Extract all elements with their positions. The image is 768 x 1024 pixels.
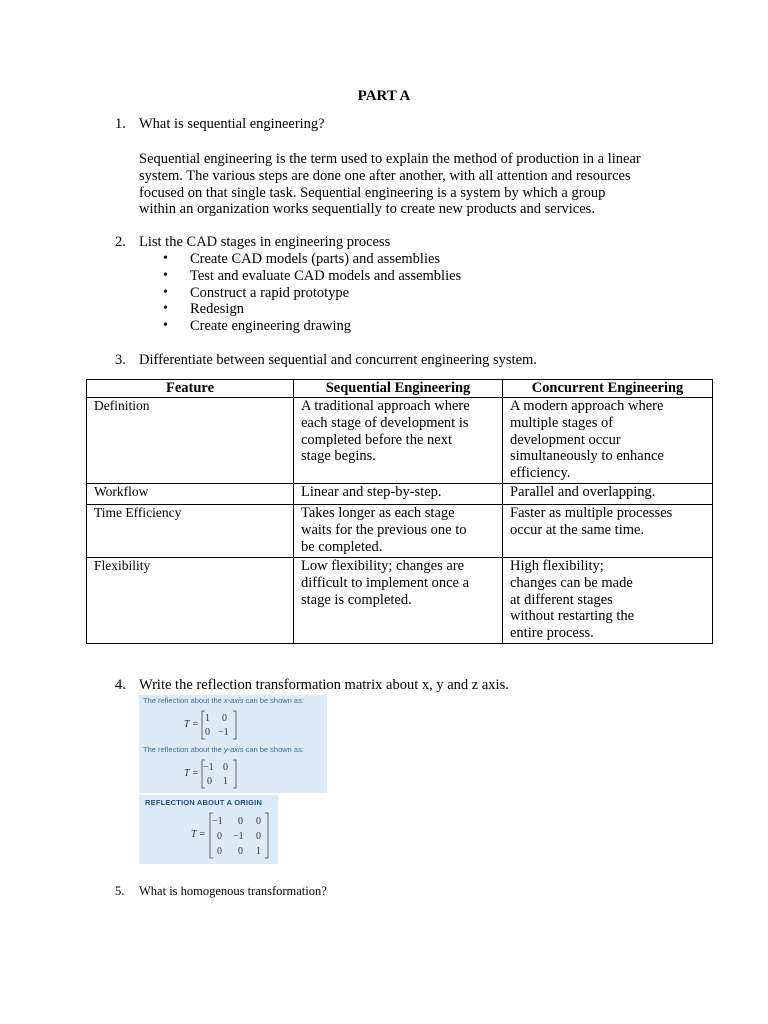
y-axis-caption: The reflection about the y-axis can be shown as: [143, 745, 304, 754]
matrix-entry: −1 [212, 816, 223, 827]
cell-line: each stage of development is [301, 414, 469, 431]
question-2-text: List the CAD stages in engineering process [139, 234, 391, 250]
question-3-number: 3. [115, 352, 126, 368]
list-item: • Construct a rapid prototype [163, 285, 461, 302]
cell-line: simultaneously to enhance [510, 448, 664, 465]
matrix-label: T = [184, 719, 199, 730]
x-axis-caption: The reflection about the x-axis can be shown as: [143, 696, 304, 705]
matrix-entry: 0 [217, 846, 222, 857]
cell-line: Low flexibility; changes are [301, 558, 465, 574]
matrix-entry: 1 [205, 713, 210, 724]
x-axis-matrix [201, 710, 241, 740]
table-cell-sequential [294, 398, 503, 484]
y-axis-matrix [201, 759, 241, 789]
cell-line: stage begins. [301, 448, 376, 465]
matrix-entry: 0 [238, 816, 243, 827]
table-row [87, 484, 713, 505]
table-header-row [87, 380, 713, 398]
table-cell-feature: Definition [87, 398, 294, 484]
matrix-entry: −1 [233, 831, 244, 842]
cell-line: Parallel and overlapping. [510, 484, 656, 500]
matrix-entry: 0 [238, 846, 243, 857]
cell-line: development occur [510, 431, 621, 448]
cell-line: entire process. [510, 625, 594, 642]
table-row [87, 505, 713, 558]
matrix-entry: −1 [218, 727, 229, 738]
table-cell-sequential [294, 505, 503, 558]
origin-matrix [209, 812, 271, 860]
question-5-text: What is homogenous transformation? [139, 884, 327, 898]
matrix-entry: −1 [203, 762, 214, 773]
matrix-entry: 1 [223, 776, 228, 787]
table-header-cell: Feature [87, 380, 294, 398]
matrix-entry: 0 [223, 762, 228, 773]
cell-line: at different stages [510, 591, 613, 608]
cell-line: waits for the previous one to [301, 521, 467, 538]
question-1-number: 1. [115, 116, 126, 132]
matrix-entry: 0 [256, 831, 261, 842]
reflection-origin-matrix-image [139, 795, 278, 864]
page-heading: PART A [357, 88, 411, 104]
question-1-text: What is sequential engineering? [139, 116, 325, 132]
cell-line: completed before the next [301, 431, 452, 448]
matrix-label: T = [191, 829, 206, 840]
matrix-entry: 0 [207, 776, 212, 787]
matrix-entry: 0 [256, 816, 261, 827]
cell-line: Faster as multiple processes [510, 505, 673, 521]
question-4-number: 4. [115, 677, 126, 693]
matrix-entry: 0 [222, 713, 227, 724]
table-row [87, 398, 713, 484]
cell-line: multiple stages of [510, 414, 614, 431]
answer-1-line: focused on that single task. Sequential engineering is a system by which a group [139, 184, 606, 201]
cell-line: Linear and step-by-step. [301, 484, 442, 500]
origin-caption: REFLECTION ABOUT A ORIGIN [145, 798, 263, 807]
cell-line: difficult to implement once a [301, 574, 470, 591]
table-cell-sequential [294, 558, 503, 644]
list-item: • Redesign [163, 301, 461, 318]
cell-line: A modern approach where [510, 398, 664, 414]
cell-line: Takes longer as each stage [301, 505, 455, 521]
cell-line: changes can be made [510, 574, 633, 591]
question-5-number: 5. [115, 884, 125, 898]
table-cell-concurrent [503, 398, 713, 484]
table-row [87, 558, 713, 644]
cell-line: stage is completed. [301, 591, 412, 608]
matrix-entry: 0 [205, 727, 210, 738]
table-header-cell: Sequential Engineering [294, 380, 503, 398]
table-cell-feature: Time Efficiency [87, 505, 294, 558]
cell-line: occur at the same time. [510, 521, 645, 538]
matrix-entry: 1 [256, 846, 261, 857]
table-cell-feature: Workflow [87, 484, 294, 505]
table-cell-sequential [294, 484, 503, 505]
cell-line: High flexibility; [510, 558, 604, 574]
cell-line: A traditional approach where [301, 398, 470, 414]
cell-line: efficiency. [510, 465, 571, 482]
table-cell-feature: Flexibility [87, 558, 294, 644]
matrix-label: T = [184, 768, 199, 779]
answer-1-line: Sequential engineering is the term used to explain the method of production in a linear [139, 151, 641, 167]
cell-line: without restarting the [510, 608, 635, 625]
comparison-table [86, 379, 713, 644]
table-cell-concurrent [503, 505, 713, 558]
question-4-text: Write the reflection transformation matrix about x, y and z axis. [139, 677, 509, 693]
answer-1-paragraph [139, 151, 699, 218]
answer-1-line: within an organization works sequentially to create new products and services. [139, 201, 595, 218]
list-item: • Create engineering drawing [163, 318, 461, 335]
list-item: • Test and evaluate CAD models and assemblies [163, 268, 461, 285]
list-item: • Create CAD models (parts) and assemblies [163, 251, 461, 268]
question-2-number: 2. [115, 234, 126, 250]
question-3-text: Differentiate between sequential and concurrent engineering system. [139, 352, 537, 368]
matrix-entry: 0 [217, 831, 222, 842]
table-cell-concurrent [503, 484, 713, 505]
table-cell-concurrent [503, 558, 713, 644]
answer-1-line: system. The various steps are done one after another, with all attention and resources [139, 167, 631, 184]
table-header-cell: Concurrent Engineering [503, 380, 713, 398]
cad-stages-list [163, 251, 461, 335]
cell-line: be completed. [301, 538, 383, 555]
reflection-xy-matrix-image [139, 695, 327, 793]
